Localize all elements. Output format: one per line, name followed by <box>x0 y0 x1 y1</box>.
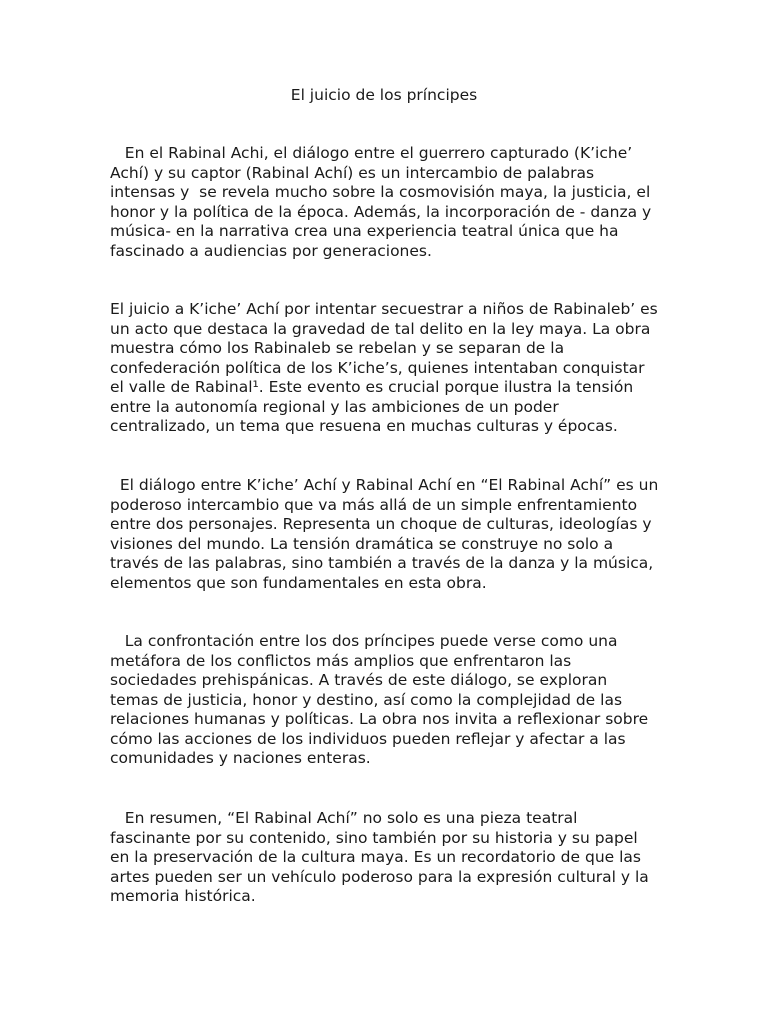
paragraph-dialogue: El diálogo entre K’iche’ Achí y Rabinal Achí en “El Rabinal Achí” es un poderoso intercambio que va más allá de un simple enfrentamiento entre dos personajes. Representa un choque de culturas, ideologías y visiones del mundo. La tensión dramática se construye no solo a través de las palabras, sino también a través de la danza y la música, elementos que son fundamentales en esta obra. <box>110 476 664 592</box>
paragraph-summary: En resumen, “El Rabinal Achí” no solo es una pieza teatral fascinante por su contenido, sino también por su historia y su papel en la preservación de la cultura maya. Es un recordatorio de que las artes pueden ser un vehículo poderoso para la expresión cultural y la memoria histórica. <box>110 809 654 905</box>
paragraph-trial: El juicio a K’iche’ Achí por intentar secuestrar a niños de Rabinaleb’ es un acto que destaca la gravedad de tal delito en la ley maya. La obra muestra cómo los Rabinaleb se rebelan y se separan de la confederación política de los K’iche’s, quienes intentaban conquistar el valle de Rabinal¹. Este evento es crucial porque ilustra la tensión entre la autonomía regional y las ambiciones de un poder centralizado, un tema que resuena en muchas culturas y épocas. <box>110 300 663 435</box>
paragraph-confrontation: La confrontación entre los dos príncipes puede verse como una metáfora de los conflictos más amplios que enfrentaron las sociedades prehispánicas. A través de este diálogo, se exploran temas de justicia, honor y destino, así como la complejidad de las relaciones humanas y políticas. La obra nos invita a reflexionar sobre cómo las acciones de los individuos pueden reflejar y afectar a las comunidades y naciones enteras. <box>110 632 654 767</box>
paragraph-intro: En el Rabinal Achi, el diálogo entre el guerrero capturado (K’iche’ Achí) y su captor (Rabinal Achí) es un intercambio de palabras intensas y se revela mucho sobre la cosmovisión maya, la justicia, el honor y la política de la época. Además, la incorporación de - danza y música- en la narrativa crea una experiencia teatral única que ha fascinado a audiencias por generaciones. <box>110 144 657 260</box>
document-title: El juicio de los príncipes <box>290 86 478 104</box>
